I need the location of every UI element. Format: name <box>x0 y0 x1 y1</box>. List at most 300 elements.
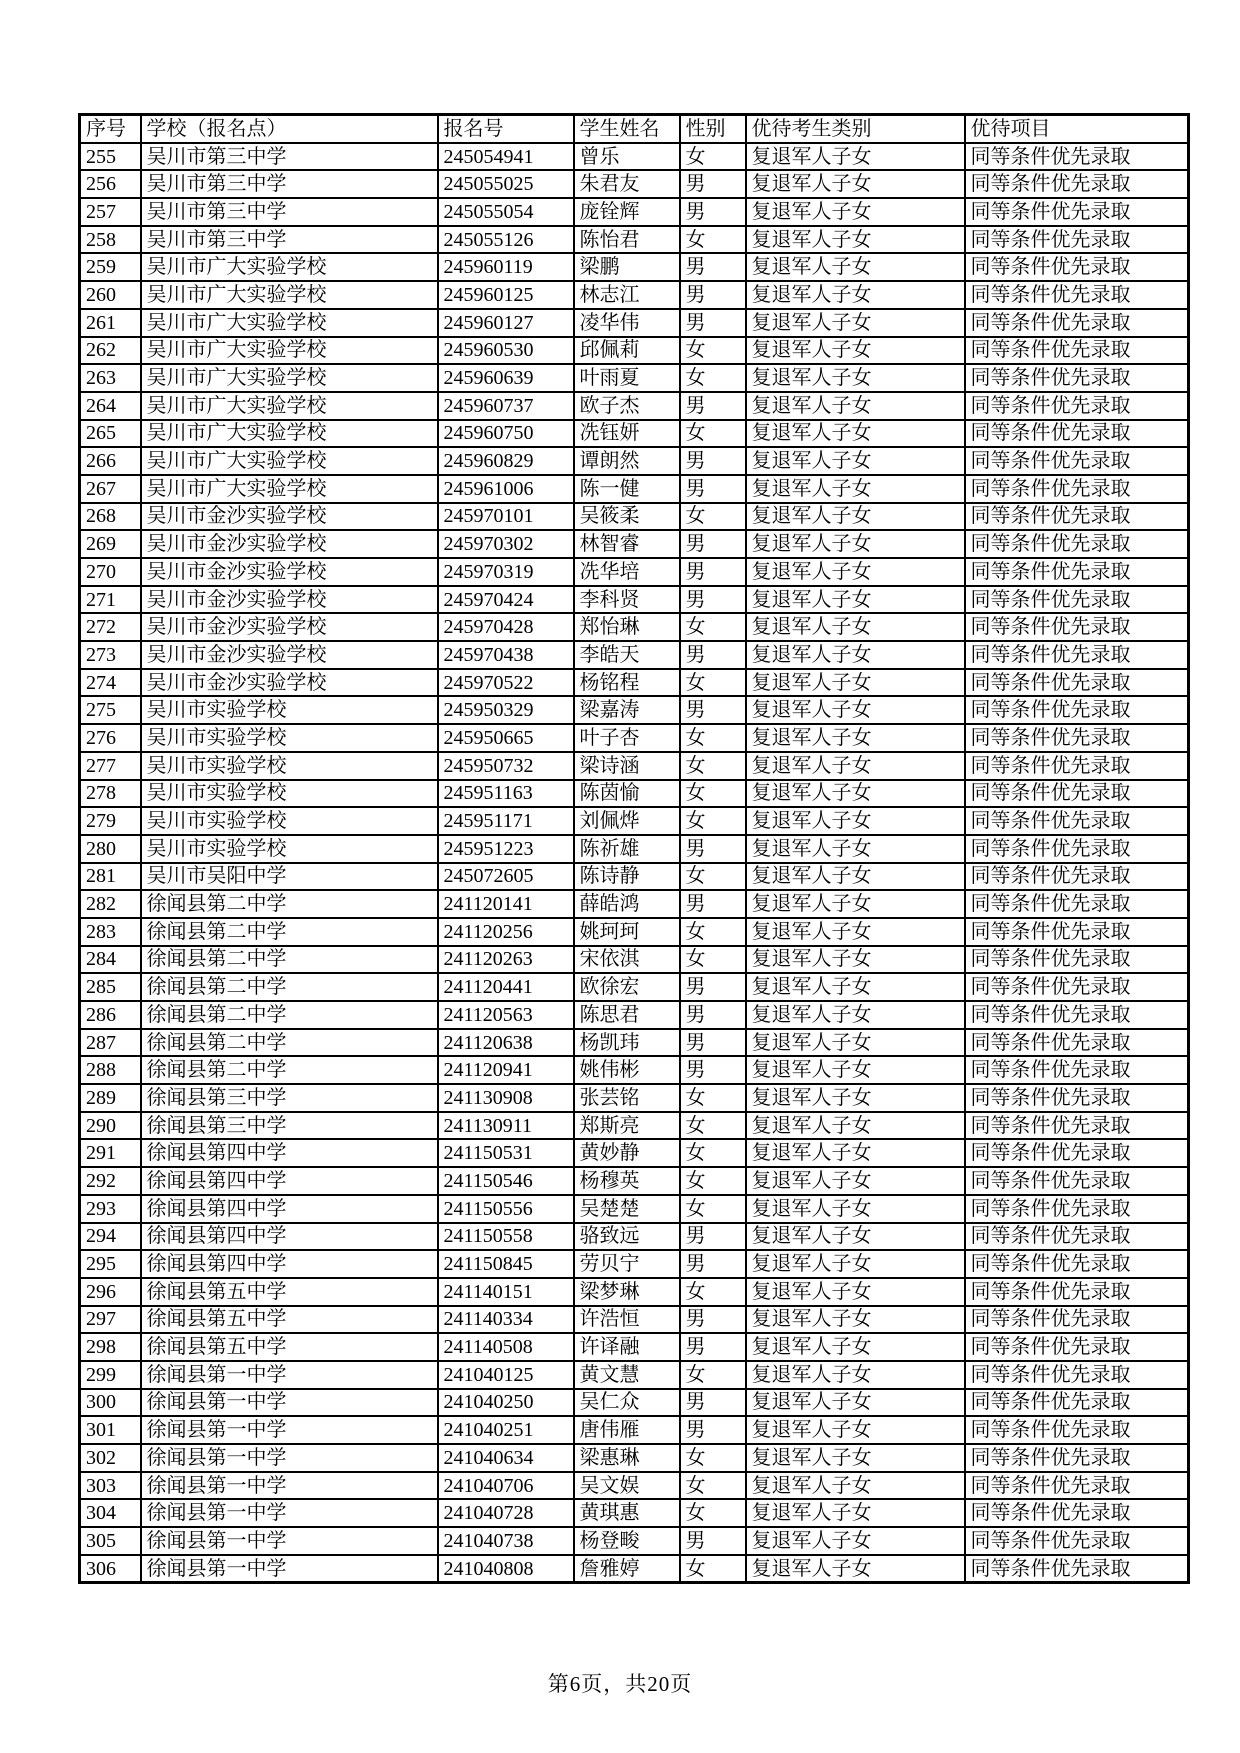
cell-gender: 女 <box>680 752 746 780</box>
cell-student-name: 陈一健 <box>574 475 680 503</box>
cell-item: 同等条件优先录取 <box>965 337 1189 365</box>
cell-item: 同等条件优先录取 <box>965 420 1189 448</box>
cell-gender: 女 <box>680 364 746 392</box>
cell-school: 徐闻县第二中学 <box>141 890 438 918</box>
cell-item: 同等条件优先录取 <box>965 1333 1189 1361</box>
cell-school: 吴川市第三中学 <box>141 198 438 226</box>
cell-gender: 女 <box>680 613 746 641</box>
table-row <box>80 475 1189 503</box>
table-row <box>80 1112 1189 1140</box>
cell-item: 同等条件优先录取 <box>965 1139 1189 1167</box>
cell-school: 吴川市广大实验学校 <box>141 309 438 337</box>
cell-category: 复退军人子女 <box>746 973 965 1001</box>
cell-gender: 男 <box>680 309 746 337</box>
cell-student-name: 曾乐 <box>574 143 680 171</box>
cell-gender: 女 <box>680 669 746 697</box>
cell-category: 复退军人子女 <box>746 780 965 808</box>
cell-item: 同等条件优先录取 <box>965 696 1189 724</box>
cell-category: 复退军人子女 <box>746 337 965 365</box>
cell-reg-no: 241140334 <box>438 1306 574 1334</box>
cell-gender: 女 <box>680 918 746 946</box>
cell-school: 吴川市广大实验学校 <box>141 447 438 475</box>
cell-gender: 女 <box>680 1167 746 1195</box>
cell-item: 同等条件优先录取 <box>965 1029 1189 1057</box>
cell-gender: 女 <box>680 946 746 974</box>
cell-student-name: 杨铭程 <box>574 669 680 697</box>
cell-category: 复退军人子女 <box>746 143 965 171</box>
cell-student-name: 李科贤 <box>574 586 680 614</box>
cell-student-name: 郑怡琳 <box>574 613 680 641</box>
cell-item: 同等条件优先录取 <box>965 946 1189 974</box>
cell-reg-no: 241120941 <box>438 1056 574 1084</box>
cell-category: 复退军人子女 <box>746 890 965 918</box>
table-row <box>80 392 1189 420</box>
cell-category: 复退军人子女 <box>746 170 965 198</box>
cell-item: 同等条件优先录取 <box>965 807 1189 835</box>
cell-reg-no: 241040634 <box>438 1444 574 1472</box>
table-row <box>80 780 1189 808</box>
cell-reg-no: 241120256 <box>438 918 574 946</box>
cell-gender: 女 <box>680 807 746 835</box>
cell-reg-no: 245054941 <box>438 143 574 171</box>
cell-reg-no: 245960119 <box>438 253 574 281</box>
table-row <box>80 1527 1189 1555</box>
cell-item: 同等条件优先录取 <box>965 890 1189 918</box>
table-body <box>80 143 1189 1583</box>
cell-gender: 男 <box>680 890 746 918</box>
cell-seq: 280 <box>80 835 141 863</box>
cell-student-name: 梁诗涵 <box>574 752 680 780</box>
table-row <box>80 1306 1189 1334</box>
cell-category: 复退军人子女 <box>746 696 965 724</box>
table-row <box>80 226 1189 254</box>
table-row <box>80 530 1189 558</box>
cell-gender: 女 <box>680 1444 746 1472</box>
cell-item: 同等条件优先录取 <box>965 1306 1189 1334</box>
table-row <box>80 1555 1189 1583</box>
cell-reg-no: 241130911 <box>438 1112 574 1140</box>
cell-student-name: 姚伟彬 <box>574 1056 680 1084</box>
preferential-students-table <box>78 113 1190 1584</box>
cell-category: 复退军人子女 <box>746 1416 965 1444</box>
cell-seq: 300 <box>80 1389 141 1417</box>
cell-seq: 303 <box>80 1472 141 1500</box>
cell-category: 复退军人子女 <box>746 946 965 974</box>
cell-reg-no: 245960127 <box>438 309 574 337</box>
cell-reg-no: 245961006 <box>438 475 574 503</box>
cell-seq: 263 <box>80 364 141 392</box>
table-row <box>80 1499 1189 1527</box>
cell-school: 徐闻县第一中学 <box>141 1361 438 1389</box>
cell-reg-no: 241150556 <box>438 1195 574 1223</box>
cell-school: 吴川市实验学校 <box>141 724 438 752</box>
cell-item: 同等条件优先录取 <box>965 1167 1189 1195</box>
cell-gender: 男 <box>680 835 746 863</box>
cell-student-name: 宋依淇 <box>574 946 680 974</box>
cell-student-name: 朱君友 <box>574 170 680 198</box>
cell-item: 同等条件优先录取 <box>965 1195 1189 1223</box>
cell-reg-no: 245970101 <box>438 503 574 531</box>
cell-gender: 男 <box>680 586 746 614</box>
cell-category: 复退军人子女 <box>746 863 965 891</box>
cell-seq: 261 <box>80 309 141 337</box>
cell-category: 复退军人子女 <box>746 1472 965 1500</box>
table-row <box>80 143 1189 171</box>
cell-school: 徐闻县第一中学 <box>141 1527 438 1555</box>
cell-gender: 女 <box>680 1112 746 1140</box>
cell-seq: 269 <box>80 530 141 558</box>
cell-gender: 女 <box>680 780 746 808</box>
cell-item: 同等条件优先录取 <box>965 1223 1189 1251</box>
cell-category: 复退军人子女 <box>746 641 965 669</box>
cell-seq: 306 <box>80 1555 141 1583</box>
cell-school: 吴川市金沙实验学校 <box>141 613 438 641</box>
cell-gender: 男 <box>680 1029 746 1057</box>
cell-seq: 259 <box>80 253 141 281</box>
table-row <box>80 337 1189 365</box>
table-row <box>80 198 1189 226</box>
cell-student-name: 吴楚楚 <box>574 1195 680 1223</box>
cell-category: 复退军人子女 <box>746 503 965 531</box>
cell-seq: 297 <box>80 1306 141 1334</box>
cell-gender: 男 <box>680 1416 746 1444</box>
cell-seq: 275 <box>80 696 141 724</box>
cell-gender: 男 <box>680 558 746 586</box>
cell-item: 同等条件优先录取 <box>965 1112 1189 1140</box>
cell-category: 复退军人子女 <box>746 1223 965 1251</box>
cell-item: 同等条件优先录取 <box>965 475 1189 503</box>
cell-reg-no: 245951171 <box>438 807 574 835</box>
cell-student-name: 许译融 <box>574 1333 680 1361</box>
cell-student-name: 陈思君 <box>574 1001 680 1029</box>
cell-student-name: 张芸铭 <box>574 1084 680 1112</box>
cell-seq: 298 <box>80 1333 141 1361</box>
cell-student-name: 劳贝宁 <box>574 1250 680 1278</box>
cell-item: 同等条件优先录取 <box>965 558 1189 586</box>
cell-reg-no: 245960750 <box>438 420 574 448</box>
table-row <box>80 973 1189 1001</box>
cell-school: 徐闻县第一中学 <box>141 1444 438 1472</box>
cell-seq: 290 <box>80 1112 141 1140</box>
cell-category: 复退军人子女 <box>746 226 965 254</box>
cell-category: 复退军人子女 <box>746 420 965 448</box>
cell-seq: 285 <box>80 973 141 1001</box>
table-row <box>80 1389 1189 1417</box>
cell-student-name: 黄文慧 <box>574 1361 680 1389</box>
cell-category: 复退军人子女 <box>746 1029 965 1057</box>
cell-school: 徐闻县第二中学 <box>141 1001 438 1029</box>
cell-reg-no: 241120441 <box>438 973 574 1001</box>
cell-category: 复退军人子女 <box>746 1555 965 1583</box>
cell-student-name: 吴筱柔 <box>574 503 680 531</box>
cell-category: 复退军人子女 <box>746 309 965 337</box>
cell-school: 吴川市金沙实验学校 <box>141 558 438 586</box>
cell-item: 同等条件优先录取 <box>965 170 1189 198</box>
cell-item: 同等条件优先录取 <box>965 973 1189 1001</box>
cell-school: 吴川市金沙实验学校 <box>141 586 438 614</box>
table-row <box>80 558 1189 586</box>
cell-seq: 267 <box>80 475 141 503</box>
cell-student-name: 陈茵愉 <box>574 780 680 808</box>
cell-seq: 296 <box>80 1278 141 1306</box>
table-row <box>80 586 1189 614</box>
cell-student-name: 梁梦琳 <box>574 1278 680 1306</box>
cell-student-name: 李皓天 <box>574 641 680 669</box>
table-row <box>80 1416 1189 1444</box>
table-row <box>80 946 1189 974</box>
table-row <box>80 1333 1189 1361</box>
table-row <box>80 807 1189 835</box>
cell-seq: 281 <box>80 863 141 891</box>
cell-gender: 女 <box>680 1195 746 1223</box>
cell-gender: 男 <box>680 392 746 420</box>
cell-category: 复退军人子女 <box>746 1499 965 1527</box>
cell-item: 同等条件优先录取 <box>965 1361 1189 1389</box>
cell-gender: 女 <box>680 1139 746 1167</box>
cell-seq: 270 <box>80 558 141 586</box>
cell-item: 同等条件优先录取 <box>965 1389 1189 1417</box>
cell-category: 复退军人子女 <box>746 281 965 309</box>
cell-student-name: 许浩恒 <box>574 1306 680 1334</box>
cell-reg-no: 241120141 <box>438 890 574 918</box>
cell-item: 同等条件优先录取 <box>965 1278 1189 1306</box>
cell-student-name: 叶雨夏 <box>574 364 680 392</box>
table-row <box>80 1195 1189 1223</box>
cell-reg-no: 241150845 <box>438 1250 574 1278</box>
cell-reg-no: 245970302 <box>438 530 574 558</box>
cell-reg-no: 241040728 <box>438 1499 574 1527</box>
cell-school: 徐闻县第一中学 <box>141 1555 438 1583</box>
table-row <box>80 1278 1189 1306</box>
cell-student-name: 冼华培 <box>574 558 680 586</box>
cell-category: 复退军人子女 <box>746 447 965 475</box>
cell-reg-no: 245970319 <box>438 558 574 586</box>
cell-student-name: 姚珂珂 <box>574 918 680 946</box>
cell-seq: 293 <box>80 1195 141 1223</box>
cell-school: 徐闻县第四中学 <box>141 1167 438 1195</box>
cell-school: 徐闻县第四中学 <box>141 1139 438 1167</box>
cell-category: 复退军人子女 <box>746 835 965 863</box>
table-row <box>80 253 1189 281</box>
cell-seq: 264 <box>80 392 141 420</box>
table-row <box>80 364 1189 392</box>
cell-gender: 男 <box>680 281 746 309</box>
cell-reg-no: 245951163 <box>438 780 574 808</box>
table-row <box>80 1056 1189 1084</box>
cell-seq: 268 <box>80 503 141 531</box>
cell-gender: 女 <box>680 724 746 752</box>
cell-school: 徐闻县第三中学 <box>141 1084 438 1112</box>
cell-student-name: 杨凯玮 <box>574 1029 680 1057</box>
cell-seq: 302 <box>80 1444 141 1472</box>
table-row <box>80 1223 1189 1251</box>
cell-item: 同等条件优先录取 <box>965 1555 1189 1583</box>
cell-category: 复退军人子女 <box>746 1056 965 1084</box>
cell-seq: 294 <box>80 1223 141 1251</box>
cell-student-name: 陈诗静 <box>574 863 680 891</box>
table-row <box>80 1250 1189 1278</box>
table-row <box>80 918 1189 946</box>
cell-reg-no: 241140151 <box>438 1278 574 1306</box>
cell-item: 同等条件优先录取 <box>965 669 1189 697</box>
cell-student-name: 邱佩莉 <box>574 337 680 365</box>
cell-reg-no: 241040250 <box>438 1389 574 1417</box>
cell-seq: 272 <box>80 613 141 641</box>
table-row <box>80 309 1189 337</box>
column-header-school: 学校（报名点） <box>141 115 438 143</box>
cell-reg-no: 245950732 <box>438 752 574 780</box>
cell-school: 吴川市金沙实验学校 <box>141 503 438 531</box>
cell-gender: 男 <box>680 1001 746 1029</box>
cell-reg-no: 241130908 <box>438 1084 574 1112</box>
cell-reg-no: 245950665 <box>438 724 574 752</box>
cell-category: 复退军人子女 <box>746 392 965 420</box>
cell-gender: 女 <box>680 503 746 531</box>
table-row <box>80 1444 1189 1472</box>
cell-category: 复退军人子女 <box>746 1444 965 1472</box>
cell-school: 徐闻县第二中学 <box>141 973 438 1001</box>
cell-reg-no: 245960530 <box>438 337 574 365</box>
cell-student-name: 杨登畯 <box>574 1527 680 1555</box>
table-row <box>80 1001 1189 1029</box>
cell-school: 吴川市广大实验学校 <box>141 475 438 503</box>
cell-student-name: 吴仁众 <box>574 1389 680 1417</box>
cell-category: 复退军人子女 <box>746 1139 965 1167</box>
column-header-student-name: 学生姓名 <box>574 115 680 143</box>
cell-gender: 女 <box>680 337 746 365</box>
cell-item: 同等条件优先录取 <box>965 143 1189 171</box>
cell-seq: 274 <box>80 669 141 697</box>
cell-reg-no: 245072605 <box>438 863 574 891</box>
cell-item: 同等条件优先录取 <box>965 1527 1189 1555</box>
table-row <box>80 503 1189 531</box>
cell-school: 吴川市第三中学 <box>141 170 438 198</box>
cell-item: 同等条件优先录取 <box>965 447 1189 475</box>
cell-category: 复退军人子女 <box>746 1306 965 1334</box>
table-row <box>80 890 1189 918</box>
cell-reg-no: 241120563 <box>438 1001 574 1029</box>
cell-school: 徐闻县第二中学 <box>141 918 438 946</box>
cell-school: 徐闻县第一中学 <box>141 1499 438 1527</box>
cell-reg-no: 245960125 <box>438 281 574 309</box>
cell-seq: 277 <box>80 752 141 780</box>
cell-seq: 255 <box>80 143 141 171</box>
cell-seq: 299 <box>80 1361 141 1389</box>
cell-item: 同等条件优先录取 <box>965 198 1189 226</box>
cell-student-name: 杨穆英 <box>574 1167 680 1195</box>
cell-gender: 女 <box>680 1499 746 1527</box>
cell-category: 复退军人子女 <box>746 1195 965 1223</box>
cell-student-name: 梁惠琳 <box>574 1444 680 1472</box>
table-row <box>80 420 1189 448</box>
cell-reg-no: 245960737 <box>438 392 574 420</box>
cell-student-name: 梁鹏 <box>574 253 680 281</box>
cell-reg-no: 241040808 <box>438 1555 574 1583</box>
cell-seq: 257 <box>80 198 141 226</box>
cell-gender: 男 <box>680 1250 746 1278</box>
cell-category: 复退军人子女 <box>746 1084 965 1112</box>
cell-reg-no: 241040706 <box>438 1472 574 1500</box>
column-header-gender: 性别 <box>680 115 746 143</box>
cell-reg-no: 241140508 <box>438 1333 574 1361</box>
cell-school: 徐闻县第五中学 <box>141 1306 438 1334</box>
cell-seq: 305 <box>80 1527 141 1555</box>
cell-item: 同等条件优先录取 <box>965 863 1189 891</box>
cell-student-name: 林智睿 <box>574 530 680 558</box>
cell-category: 复退军人子女 <box>746 1278 965 1306</box>
table-row <box>80 863 1189 891</box>
cell-student-name: 梁嘉涛 <box>574 696 680 724</box>
cell-gender: 女 <box>680 1278 746 1306</box>
cell-seq: 291 <box>80 1139 141 1167</box>
table-row <box>80 696 1189 724</box>
cell-student-name: 凌华伟 <box>574 309 680 337</box>
page-number-footer: 第6页，共20页 <box>547 1672 693 1696</box>
cell-gender: 男 <box>680 170 746 198</box>
cell-seq: 283 <box>80 918 141 946</box>
cell-item: 同等条件优先录取 <box>965 918 1189 946</box>
cell-item: 同等条件优先录取 <box>965 281 1189 309</box>
cell-school: 吴川市第三中学 <box>141 226 438 254</box>
cell-item: 同等条件优先录取 <box>965 1416 1189 1444</box>
cell-student-name: 叶子杏 <box>574 724 680 752</box>
cell-student-name: 谭朗然 <box>574 447 680 475</box>
cell-gender: 女 <box>680 1361 746 1389</box>
cell-gender: 女 <box>680 420 746 448</box>
cell-item: 同等条件优先录取 <box>965 1472 1189 1500</box>
cell-school: 吴川市第三中学 <box>141 143 438 171</box>
cell-seq: 279 <box>80 807 141 835</box>
cell-item: 同等条件优先录取 <box>965 1084 1189 1112</box>
cell-gender: 女 <box>680 1472 746 1500</box>
cell-student-name: 庞铨辉 <box>574 198 680 226</box>
cell-gender: 男 <box>680 1527 746 1555</box>
cell-student-name: 薛皓鸿 <box>574 890 680 918</box>
cell-school: 徐闻县第四中学 <box>141 1223 438 1251</box>
cell-item: 同等条件优先录取 <box>965 503 1189 531</box>
cell-seq: 289 <box>80 1084 141 1112</box>
cell-item: 同等条件优先录取 <box>965 364 1189 392</box>
cell-gender: 女 <box>680 1084 746 1112</box>
cell-school: 徐闻县第四中学 <box>141 1195 438 1223</box>
cell-school: 吴川市广大实验学校 <box>141 392 438 420</box>
cell-category: 复退军人子女 <box>746 807 965 835</box>
column-header-seq: 序号 <box>80 115 141 143</box>
cell-gender: 男 <box>680 1056 746 1084</box>
cell-school: 吴川市广大实验学校 <box>141 420 438 448</box>
cell-category: 复退军人子女 <box>746 530 965 558</box>
cell-student-name: 唐伟雁 <box>574 1416 680 1444</box>
cell-student-name: 黄妙静 <box>574 1139 680 1167</box>
cell-seq: 286 <box>80 1001 141 1029</box>
cell-student-name: 吴文娱 <box>574 1472 680 1500</box>
cell-item: 同等条件优先录取 <box>965 641 1189 669</box>
cell-school: 吴川市金沙实验学校 <box>141 530 438 558</box>
column-header-reg-no: 报名号 <box>438 115 574 143</box>
cell-seq: 266 <box>80 447 141 475</box>
cell-gender: 男 <box>680 973 746 1001</box>
cell-school: 吴川市实验学校 <box>141 835 438 863</box>
cell-student-name: 欧徐宏 <box>574 973 680 1001</box>
cell-item: 同等条件优先录取 <box>965 613 1189 641</box>
cell-item: 同等条件优先录取 <box>965 752 1189 780</box>
cell-category: 复退军人子女 <box>746 253 965 281</box>
cell-school: 徐闻县第二中学 <box>141 946 438 974</box>
cell-reg-no: 241040738 <box>438 1527 574 1555</box>
table-row <box>80 170 1189 198</box>
cell-student-name: 陈祈雄 <box>574 835 680 863</box>
cell-reg-no: 241150531 <box>438 1139 574 1167</box>
